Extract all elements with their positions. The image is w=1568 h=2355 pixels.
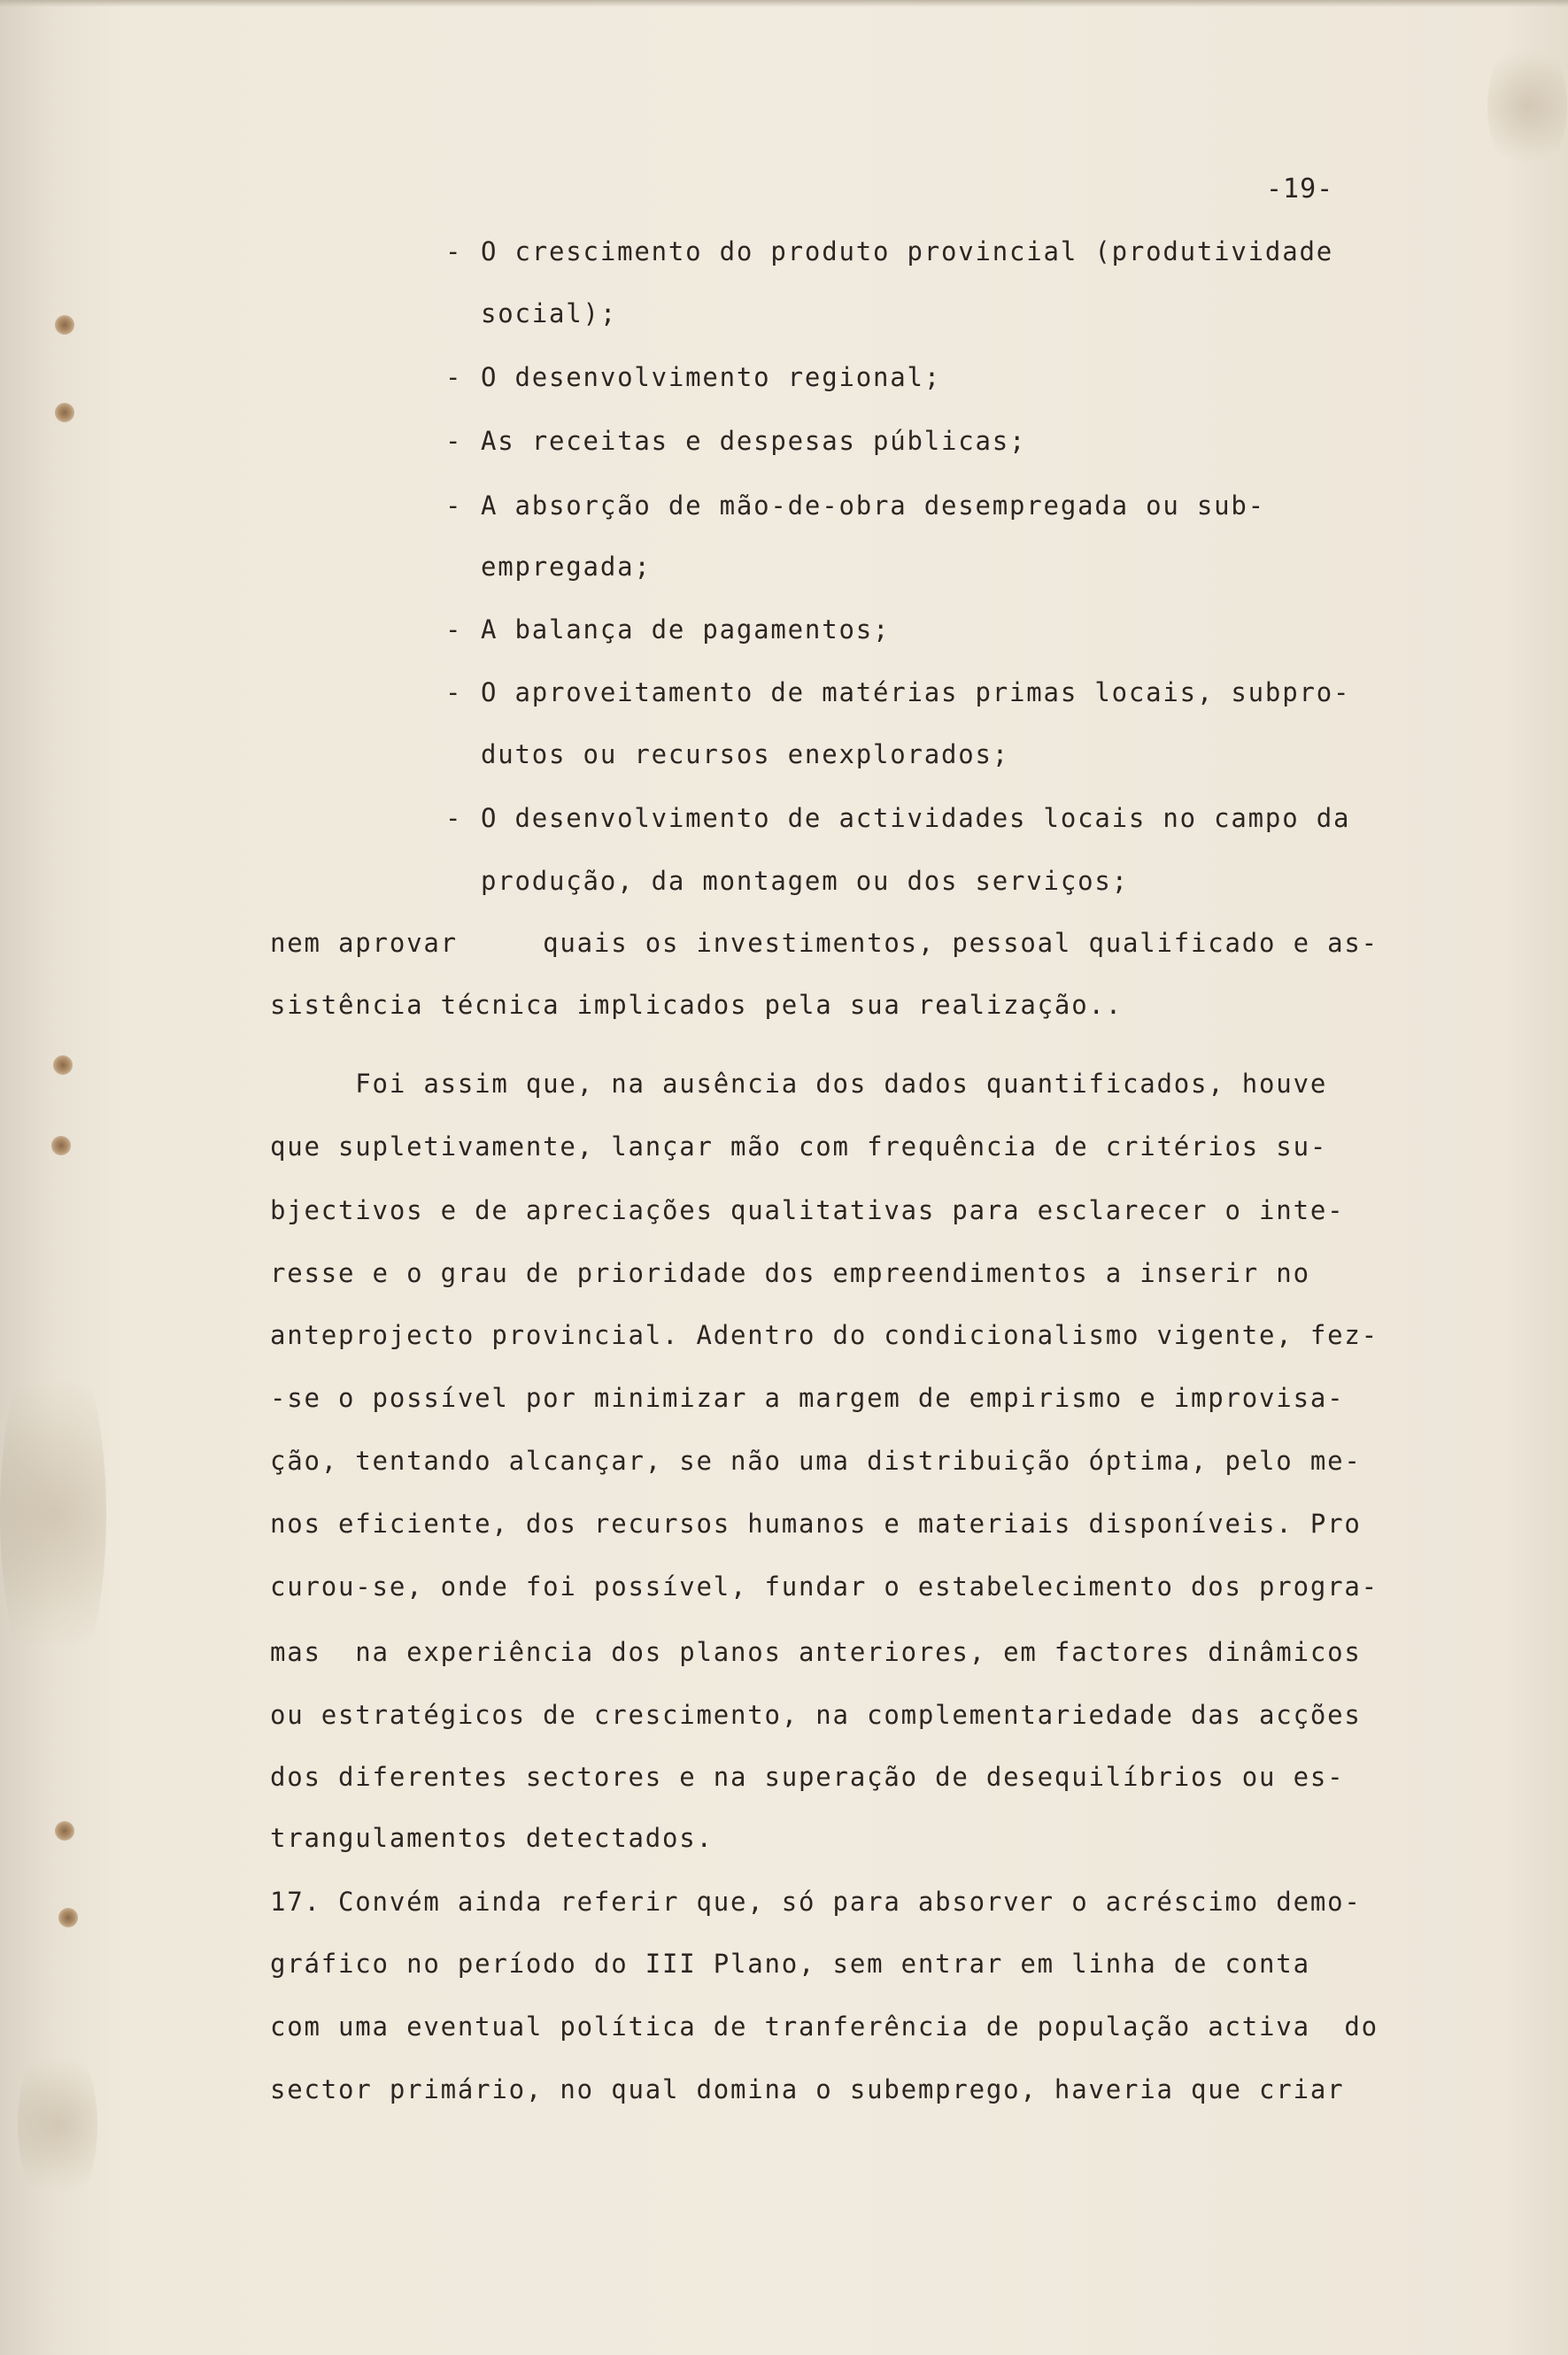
punch-hole-mark bbox=[58, 1908, 78, 1927]
bullet-text-line: A absorção de mão-de-obra desempregada ou sub- bbox=[481, 490, 1265, 521]
bullet-text-line: O crescimento do produto provincial (produtividade bbox=[481, 236, 1333, 266]
page-edge-shadow bbox=[0, 0, 1568, 7]
bullet-dash: - bbox=[445, 803, 463, 833]
paper-stain bbox=[0, 1328, 106, 1700]
punch-hole-mark bbox=[55, 1821, 74, 1841]
paragraph-line: dos diferentes sectores e na superação de desequilíbrios ou es- bbox=[270, 1762, 1345, 1792]
paragraph-line: Foi assim que, na ausência dos dados quantificados, houve bbox=[270, 1069, 1328, 1099]
paragraph-line: mas na experiência dos planos anteriores, em factores dinâmicos bbox=[270, 1637, 1362, 1667]
paragraph-line: gráfico no período do III Plano, sem entrar em linha de conta bbox=[270, 1949, 1310, 1979]
bullet-dash: - bbox=[445, 677, 463, 707]
body-text-line: nem aprovar quais os investimentos, pessoal qualificado e as- bbox=[270, 928, 1379, 958]
bullet-text-line: dutos ou recursos enexplorados; bbox=[481, 739, 1010, 769]
page-number: -19- bbox=[1266, 174, 1334, 205]
paragraph-line: trangulamentos detectados. bbox=[270, 1823, 714, 1853]
bullet-text-line: O aproveitamento de matérias primas locais, subpro- bbox=[481, 677, 1351, 707]
paragraph-line: com uma eventual política de tranferência de população activa do bbox=[270, 2011, 1379, 2042]
punch-hole-mark bbox=[55, 315, 74, 335]
bullet-dash: - bbox=[445, 236, 463, 266]
paragraph-line: resse e o grau de prioridade dos empreendimentos a inserir no bbox=[270, 1258, 1310, 1288]
paragraph-line: ção, tentando alcançar, se não uma distribuição óptima, pelo me- bbox=[270, 1446, 1362, 1476]
bullet-text-line: As receitas e despesas públicas; bbox=[481, 426, 1027, 456]
paragraph-line: bjectivos e de apreciações qualitativas para esclarecer o inte- bbox=[270, 1195, 1345, 1225]
paragraph-line: ou estratégicos de crescimento, na complementariedade das acções bbox=[270, 1700, 1362, 1730]
bullet-text-line: empregada; bbox=[481, 552, 652, 582]
punch-hole-mark bbox=[53, 1055, 73, 1075]
paper-stain bbox=[18, 2036, 97, 2213]
bullet-dash: - bbox=[445, 362, 463, 392]
body-text-line: sistência técnica implicados pela sua realização.. bbox=[270, 990, 1123, 1020]
paragraph-line: anteprojecto provincial. Adentro do condicionalismo vigente, fez- bbox=[270, 1320, 1379, 1350]
bullet-text-line: O desenvolvimento regional; bbox=[481, 362, 942, 392]
paragraph-line: nos eficiente, dos recursos humanos e materiais disponíveis. Pro bbox=[270, 1509, 1362, 1539]
bullet-text-line: produção, da montagem ou dos serviços; bbox=[481, 866, 1129, 896]
bullet-dash: - bbox=[445, 426, 463, 456]
paragraph-line: 17. Convém ainda referir que, só para absorver o acréscimo demo- bbox=[270, 1887, 1362, 1917]
punch-hole-mark bbox=[55, 403, 74, 422]
paper-stain bbox=[1487, 35, 1567, 177]
bullet-text-line: social); bbox=[481, 298, 618, 328]
paragraph-line: curou-se, onde foi possível, fundar o estabelecimento dos progra- bbox=[270, 1571, 1379, 1602]
paragraph-line: que supletivamente, lançar mão com frequência de critérios su- bbox=[270, 1131, 1328, 1162]
bullet-text-line: O desenvolvimento de actividades locais no campo da bbox=[481, 803, 1351, 833]
bullet-dash: - bbox=[445, 614, 463, 645]
bullet-dash: - bbox=[445, 490, 463, 521]
paragraph-line: sector primário, no qual domina o subemprego, haveria que criar bbox=[270, 2074, 1345, 2104]
bullet-text-line: A balança de pagamentos; bbox=[481, 614, 891, 645]
paragraph-line: -se o possível por minimizar a margem de empirismo e improvisa- bbox=[270, 1383, 1345, 1413]
punch-hole-mark bbox=[51, 1136, 71, 1155]
